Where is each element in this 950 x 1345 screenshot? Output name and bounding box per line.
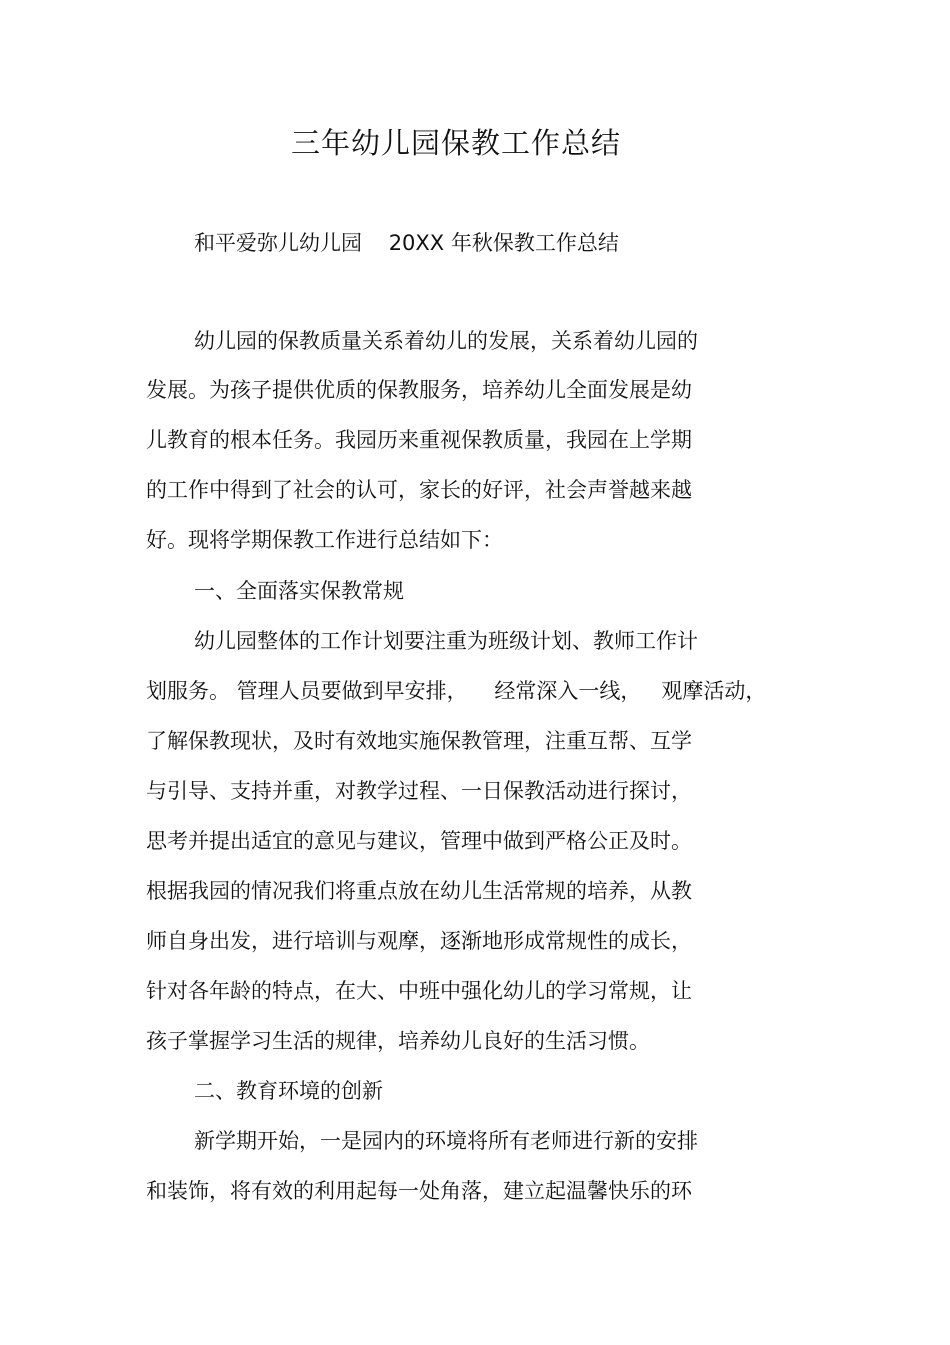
body-line: 划服务。 管理人员要做到早安排， 经常深入一线， 观摩活动， [146, 679, 767, 703]
section-heading: 二、教育环境的创新 [194, 1079, 383, 1103]
body-line: 思考并提出适宜的意见与建议，管理中做到严格公正及时。 [146, 829, 692, 853]
body-line: 了解保教现状，及时有效地实施保教管理，注重互帮、互学 [146, 729, 692, 753]
body-line: 与引导、支持并重，对教学过程、一日保教活动进行探讨， [146, 779, 692, 803]
section-heading: 一、全面落实保教常规 [194, 579, 404, 603]
document-title: 三年幼儿园保教工作总结 [290, 126, 621, 160]
body-line: 发展。为孩子提供优质的保教服务，培养幼儿全面发展是幼 [146, 378, 692, 402]
body-line: 儿教育的根本任务。我园历来重视保教质量，我园在上学期 [146, 428, 692, 452]
body-line: 新学期开始，一是园内的环境将所有老师进行新的安排 [194, 1129, 698, 1153]
body-line: 幼儿园的保教质量关系着幼儿的发展，关系着幼儿园的 [194, 329, 698, 353]
body-line: 好。现将学期保教工作进行总结如下： [146, 528, 503, 552]
body-line: 针对各年龄的特点，在大、中班中强化幼儿的学习常规，让 [146, 979, 692, 1003]
body-line: 幼儿园整体的工作计划要注重为班级计划、教师工作计 [194, 629, 698, 653]
body-line: 和装饰，将有效的利用起每一处角落，建立起温馨快乐的环 [146, 1179, 692, 1203]
document-subtitle: 和平爱弥儿幼儿园 20XX 年秋保教工作总结 [194, 231, 619, 255]
body-line: 孩子掌握学习生活的规律，培养幼儿良好的生活习惯。 [146, 1029, 650, 1053]
body-line: 师自身出发，进行培训与观摩，逐渐地形成常规性的成长， [146, 929, 692, 953]
body-line: 根据我园的情况我们将重点放在幼儿生活常规的培养，从教 [146, 879, 692, 903]
body-line: 的工作中得到了社会的认可，家长的好评，社会声誉越来越 [146, 478, 692, 502]
